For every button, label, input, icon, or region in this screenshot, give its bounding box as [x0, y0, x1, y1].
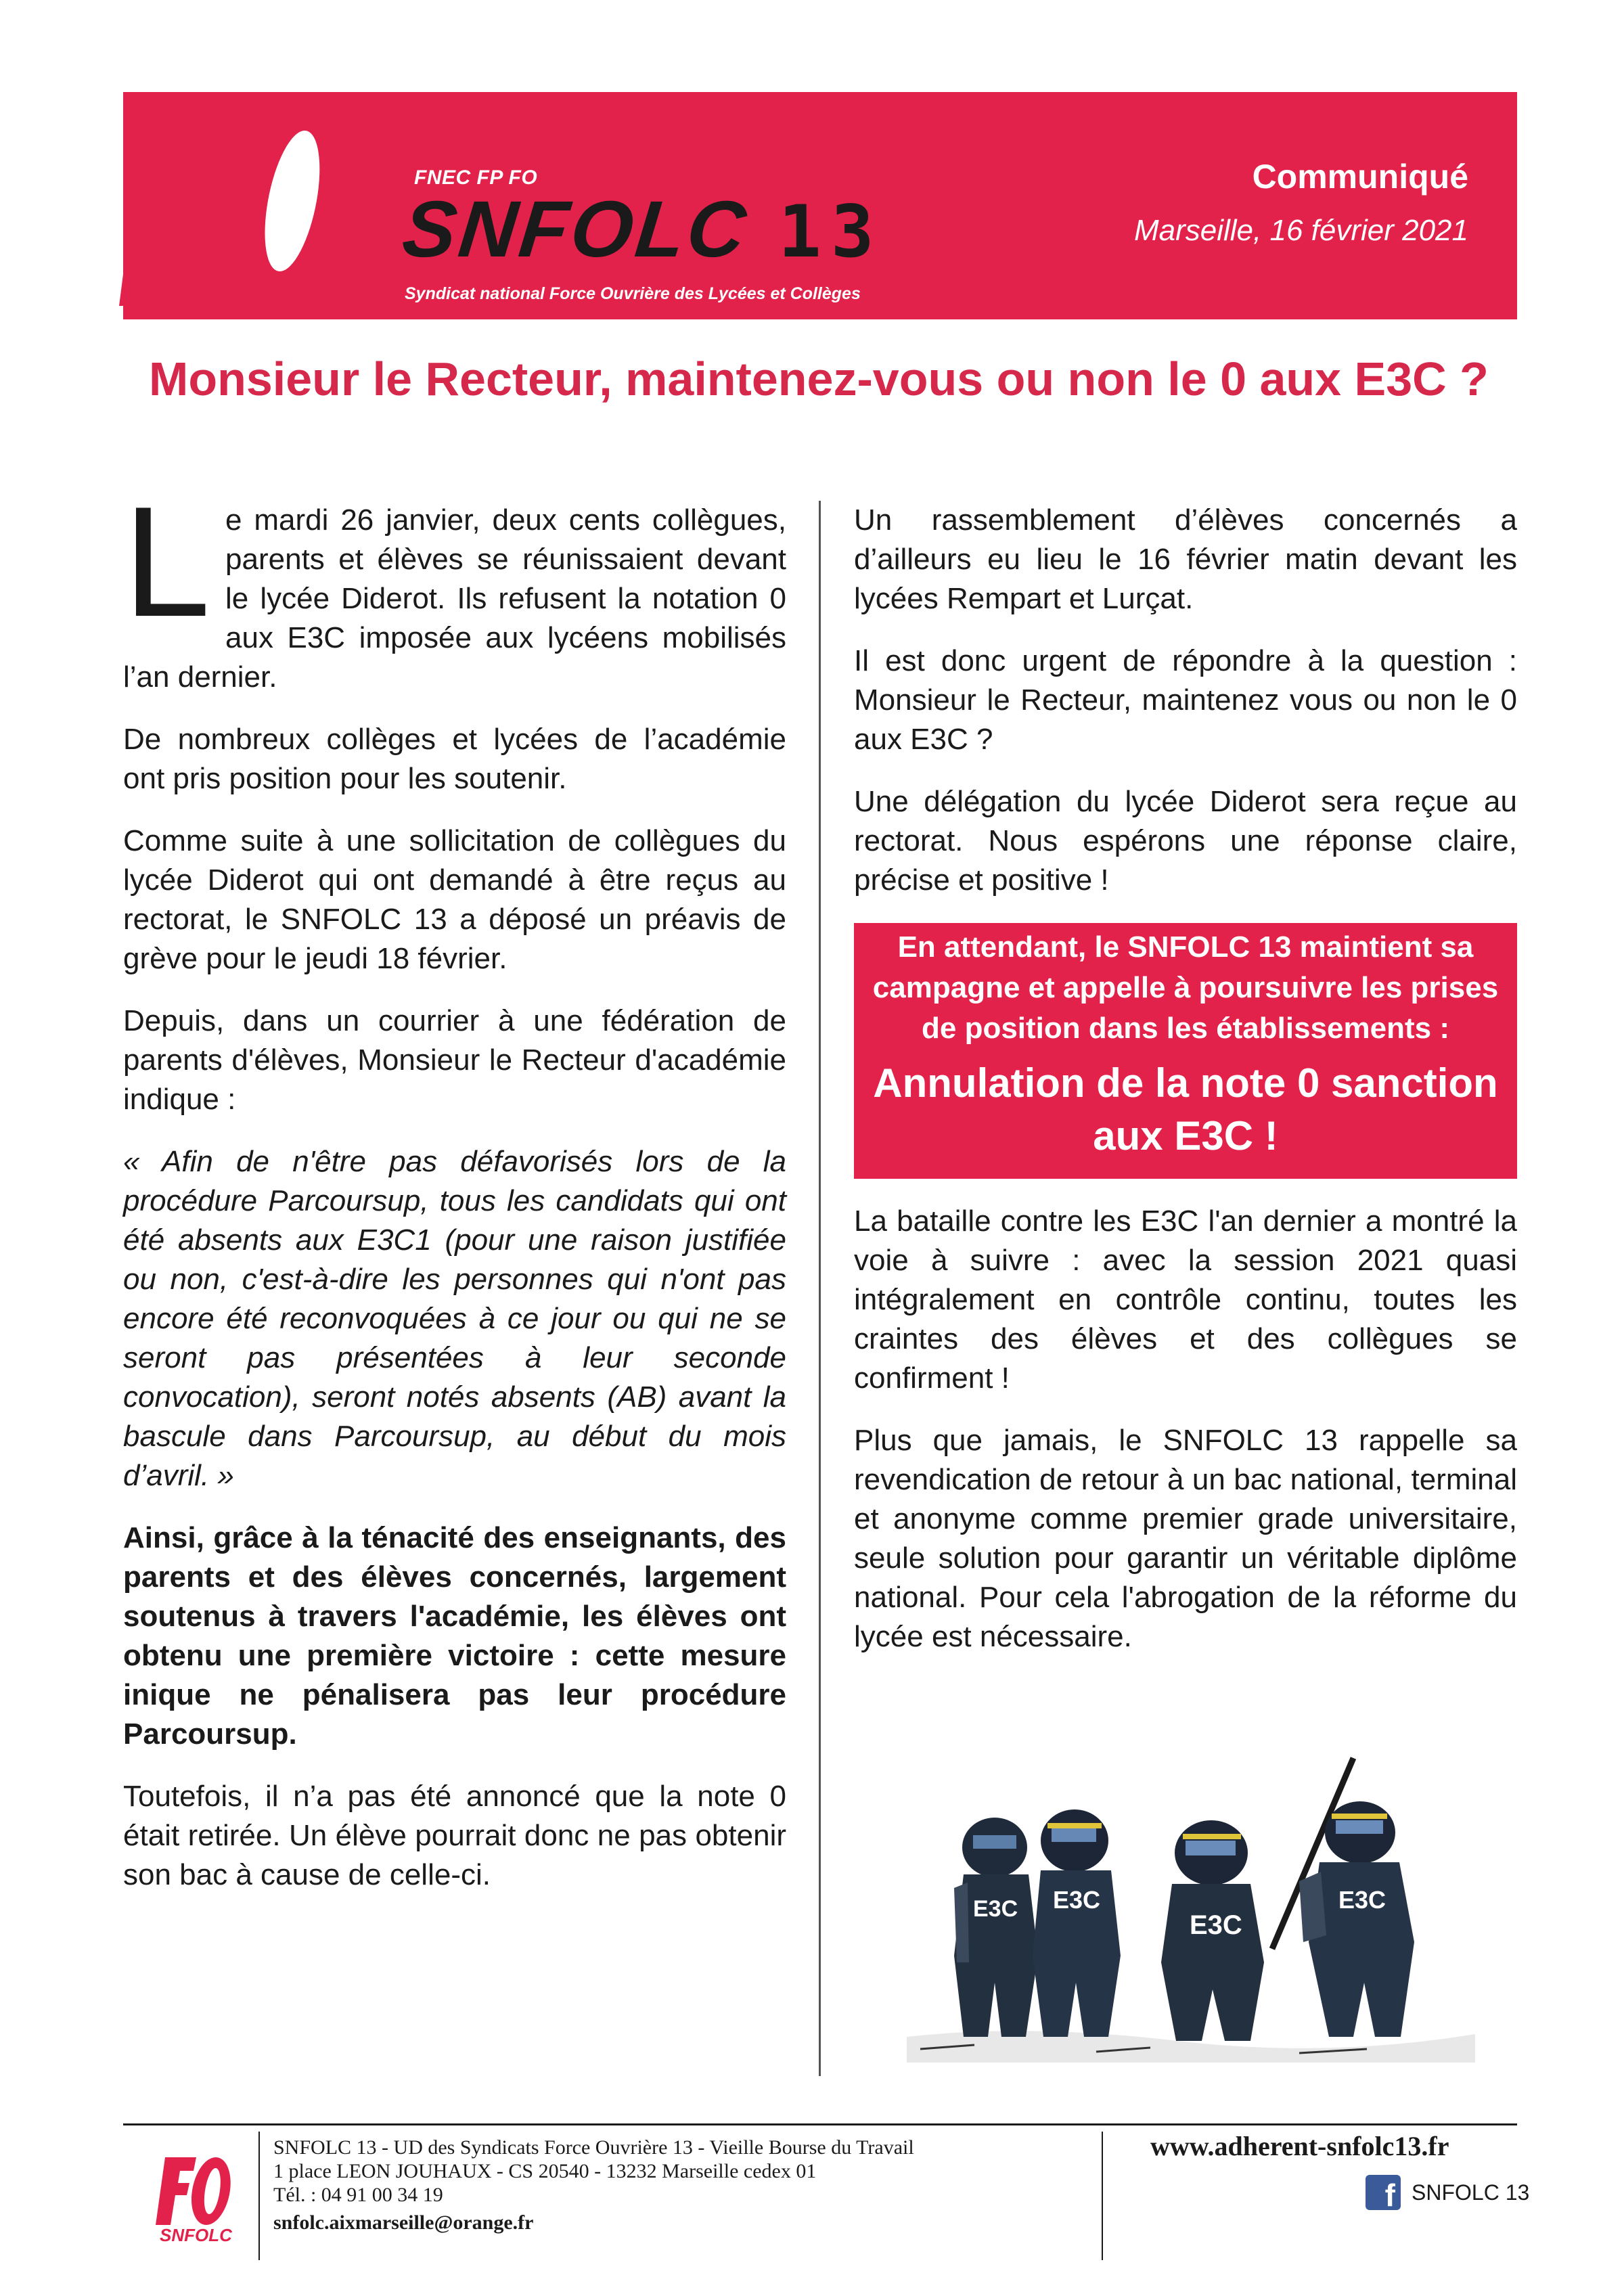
footer-fo-logo: [156, 2152, 237, 2233]
footer-line: 1 place LEON JOUHAUX - CS 20540 - 13232 Marseille cedex 01: [273, 2160, 817, 2182]
paragraph: Comme suite à une sollicitation de collègues du lycée Diderot qui ont demandé à être reçus au rectorat, le SNFOLC 13 a déposé un préavis de grève pour le jeudi 18 février.: [123, 824, 786, 975]
left-column: [123, 474, 786, 1918]
police-figure: [1299, 1801, 1414, 2037]
dropcap: L: [123, 474, 211, 650]
paragraph: Il est donc urgent de répondre à la question : Monsieur le Recteur, maintenez vous ou non le 0 aux E3C ?: [854, 644, 1517, 756]
callout-box: [854, 923, 1517, 1179]
footer-logo-sub: SNFOLC: [160, 2225, 232, 2245]
e3c-label: E3C: [1190, 1910, 1242, 1940]
paragraph: De nombreux collèges et lycées de l’académie ont pris position pour les soutenir.: [123, 723, 786, 795]
paragraph: Plus que jamais, le SNFOLC 13 rappelle sa revendication de retour à un bac national, terminal et anonyme comme premier grade universitaire, seule solution pour garantir un véritable diplôme national. Pour cela l'abrogation de la réforme du lycée est nécessaire.: [854, 1424, 1517, 1653]
callout-headline: Annulation de la note 0 sanction aux E3C !: [873, 1060, 1498, 1158]
footer-address-block: [273, 2136, 1085, 2234]
column-divider: [819, 501, 821, 2076]
e3c-label: E3C: [973, 1896, 1018, 1922]
paragraph: Un rassemblement d’élèves concernés a d’ailleurs eu lieu le 16 février matin devant les lycées Rempart et Lurçat.: [854, 503, 1517, 615]
rector-quote: « Afin de n'être pas défavorisés lors de la procédure Parcoursup, tous les candidats qui ont été absents aux E3C1 (pour une raison justifiée ou non, c'est-à-dire les personnes qui n'ont pas encore été reconvoquées à ce jour ou qui ne se seront pas présentées à leur seconde convocation), seront notés absents (AB) avant la bascule dans Parcoursup, au début du mois d’avril. »: [123, 1145, 786, 1492]
page-title: Monsieur le Recteur, maintenez-vous ou non le 0 aux E3C ?: [149, 353, 1489, 405]
police-figure: [1033, 1809, 1121, 2037]
org-number: 13: [778, 190, 884, 273]
footer-rule: [123, 2123, 1517, 2125]
paragraph-text: e mardi 26 janvier, deux cents collègues, parents et élèves se réunissaient devant le lycée Diderot. Ils refusent la notation 0 aux E3C imposée aux lycéens mobilisés l’an dernier.: [123, 503, 786, 694]
police-figure: [954, 1818, 1038, 2037]
org-name: SNFOLC: [399, 185, 753, 274]
riot-police-illustration: [893, 1739, 1489, 2063]
footer-divider: [1102, 2132, 1103, 2260]
facebook-icon[interactable]: f: [1366, 2175, 1401, 2210]
doc-date: Marseille, 16 février 2021: [1133, 214, 1468, 247]
website-link[interactable]: www.adherent-snfolc13.fr: [1150, 2131, 1449, 2161]
paragraph: La bataille contre les E3C l'an dernier a montré la voie à suivre : avec la session 2021 quasi intégralement en contrôle continu, toutes les craintes des élèves et des collègues se confirment !: [854, 1205, 1517, 1395]
footer-email-link[interactable]: snfolc.aixmarseille@orange.fr: [273, 2211, 534, 2234]
footer-line: SNFOLC 13 - UD des Syndicats Force Ouvrière 13 - Vieille Bourse du Travail: [273, 2136, 914, 2159]
paragraph: Une délégation du lycée Diderot sera reçue au rectorat. Nous espérons une réponse claire, précise et positive !: [854, 785, 1517, 897]
facebook-label[interactable]: SNFOLC 13: [1412, 2180, 1530, 2205]
org-fullname: Syndicat national Force Ouvrière des Lycées et Collèges: [405, 284, 861, 303]
bold-paragraph: Ainsi, grâce à la ténacité des enseignants, des parents et des élèves concernés, largement soutenus à travers l'académie, les élèves ont obtenu une première victoire : cette mesure inique ne pénalisera pas leur procédure Parcoursup.: [123, 1521, 786, 1751]
paragraph: Depuis, dans un courrier à une fédération de parents d'élèves, Monsieur le Recteur d'académie indique :: [123, 1004, 786, 1116]
right-column: [854, 501, 1517, 1680]
fnec-label: FNEC FP FO: [414, 166, 538, 189]
police-figure: [1161, 1820, 1264, 2041]
footer-divider: [258, 2132, 260, 2260]
fo-logo: [119, 89, 376, 326]
callout-lead: En attendant, le SNFOLC 13 maintient sa campagne et appelle à poursuivre les prises de position dans les établissements :: [872, 930, 1499, 1045]
e3c-label: E3C: [1053, 1886, 1101, 1914]
paragraph: Toutefois, il n’a pas été annoncé que la note 0 était retirée. Un élève pourrait donc ne pas obtenir son bac à cause de celle-ci.: [123, 1780, 786, 1891]
e3c-label: E3C: [1338, 1886, 1386, 1914]
footer-phone: Tél. : 04 91 00 34 19: [273, 2184, 443, 2206]
paragraph: [123, 474, 786, 697]
doc-type: Communiqué: [1252, 158, 1468, 196]
